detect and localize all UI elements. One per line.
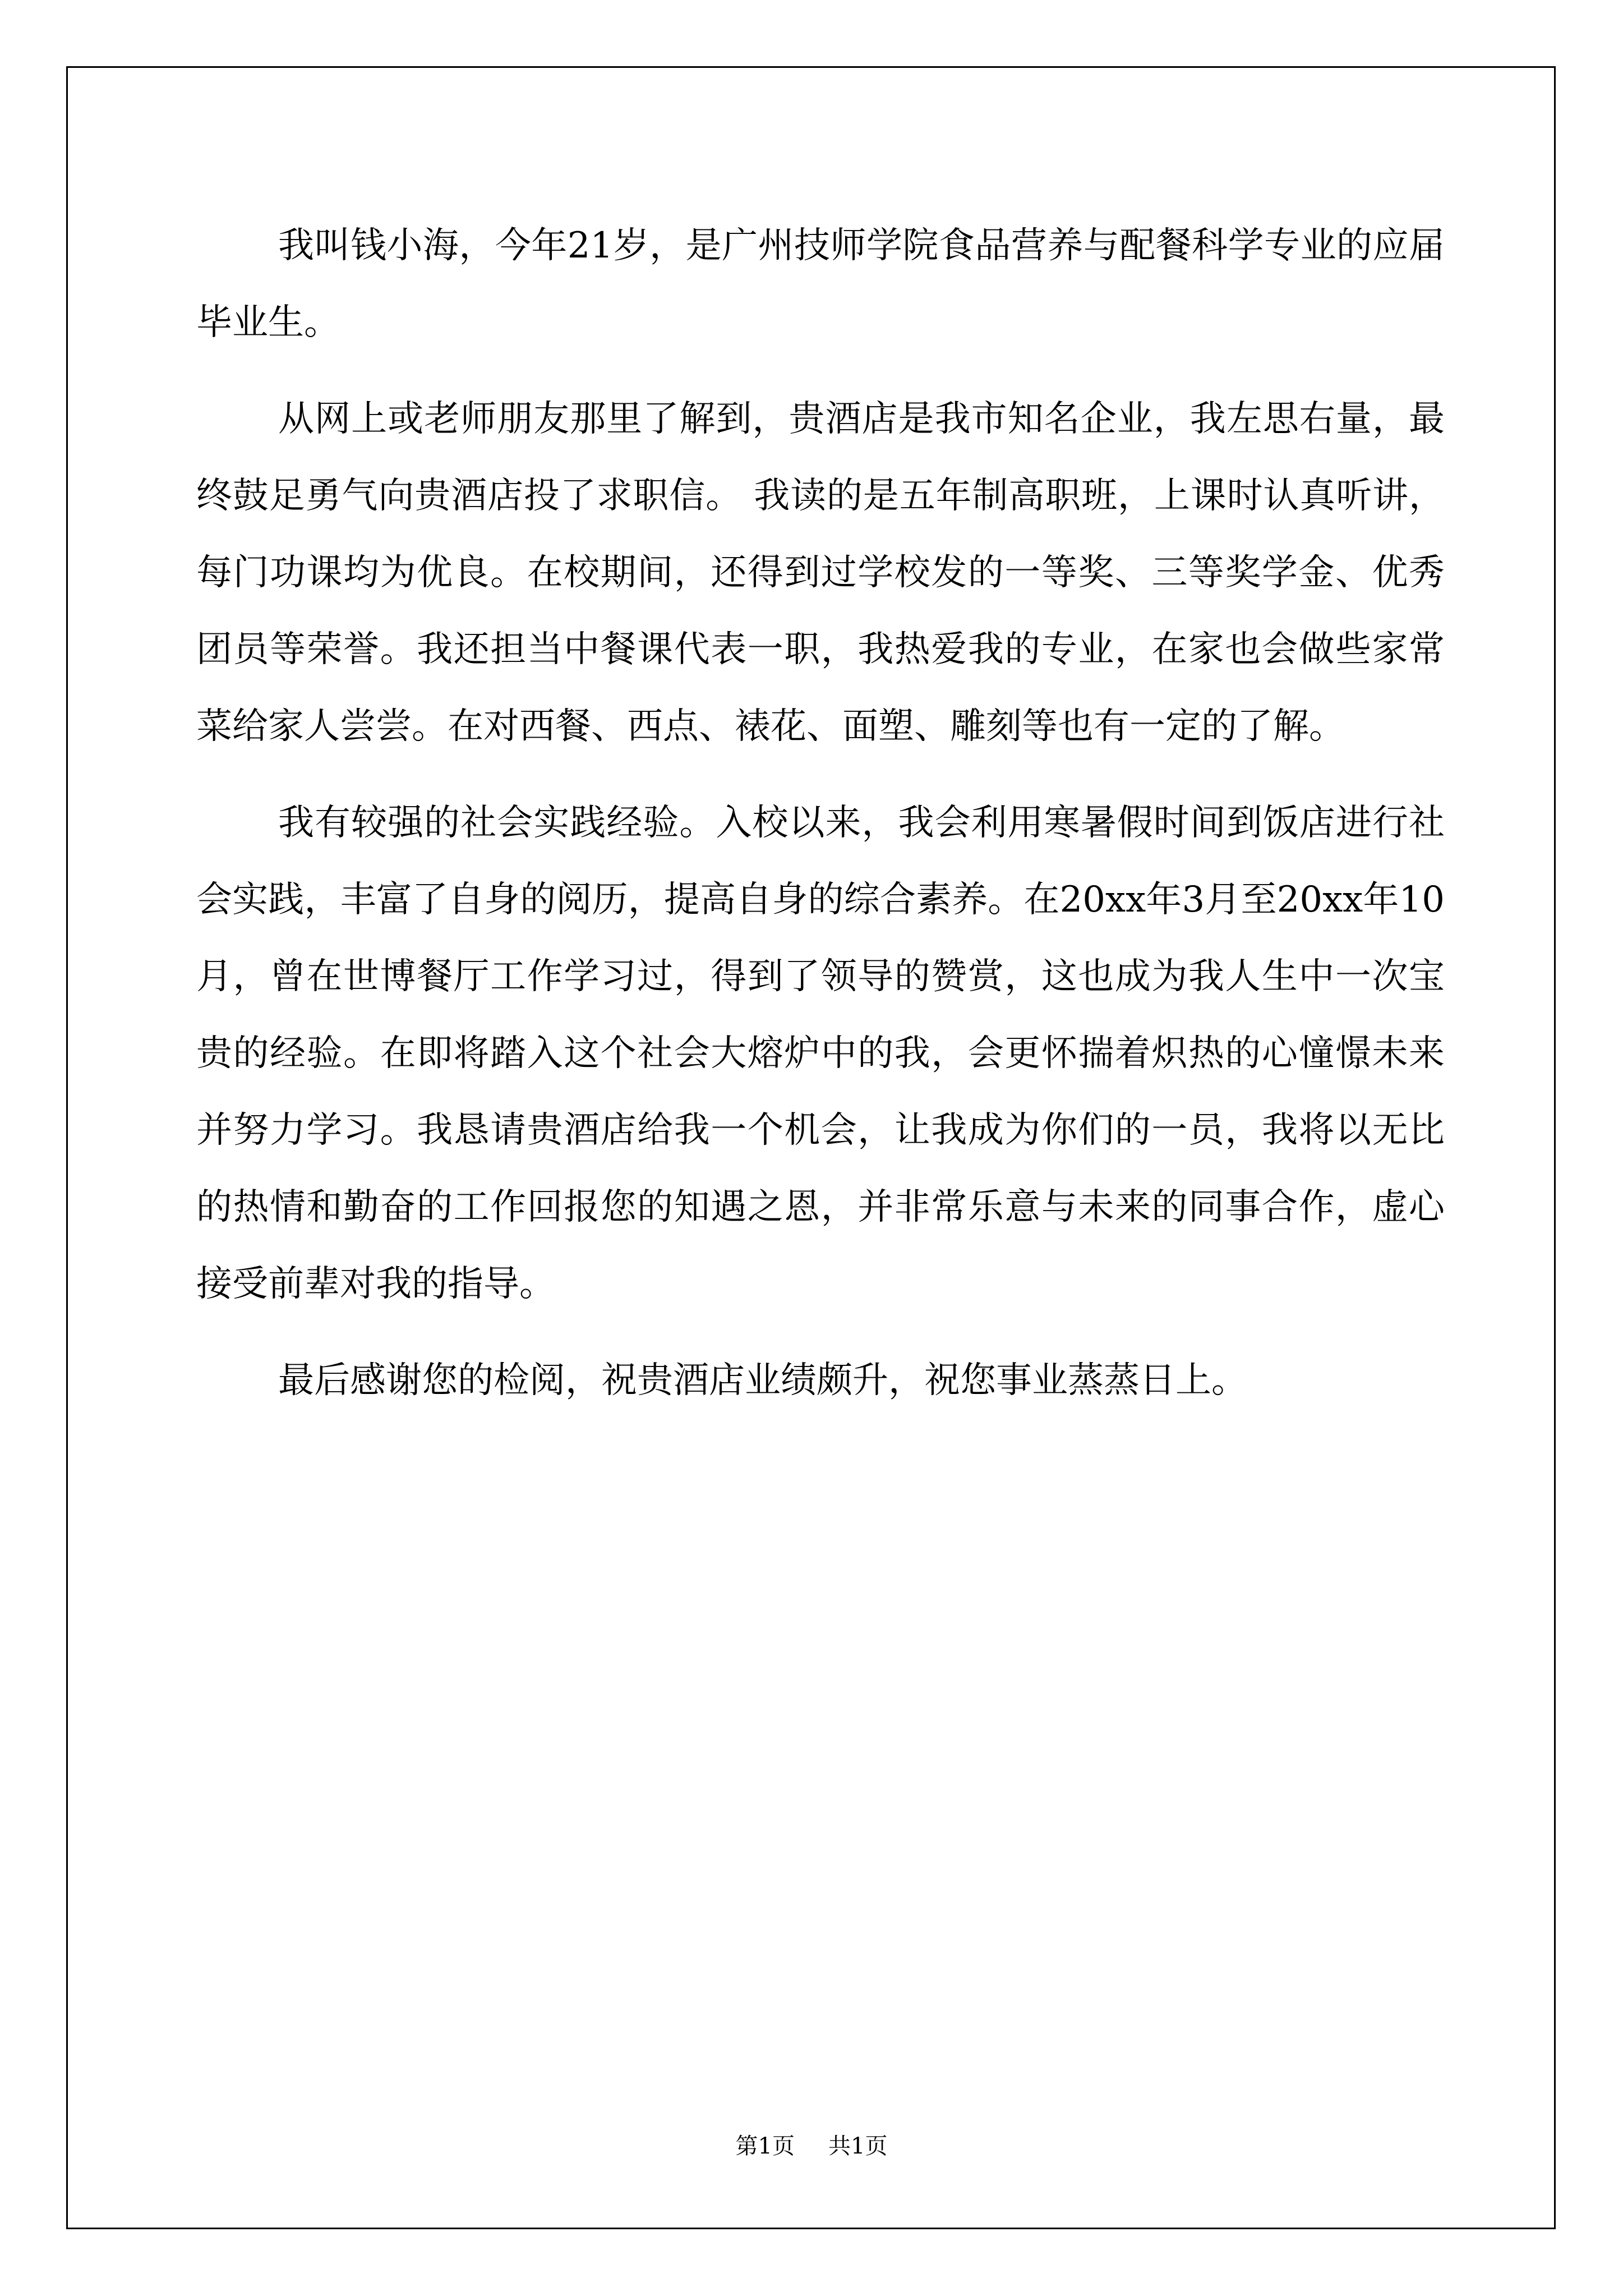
paragraph-closing: 最后感谢您的检阅，祝贵酒店业绩颇升，祝您事业蒸蒸日上。 — [278, 1360, 1247, 1401]
paragraph-intro: 我叫钱小海，今年21岁，是广州技师学院食品营养与配餐科学专业的应届毕业生。 — [196, 225, 1445, 343]
page-total: 共1页 — [828, 2133, 888, 2159]
paragraph-experience: 我有较强的社会实践经验。入校以来，我会利用寒暑假时间到饭店进行社会实践，丰富了自身的阅历，提高自身的综合素养。在20xx年3月至20xx年10月，曾在世博餐厅工作学习过，得到了领导的赞赏，这也成为我人生中一次宝贵的经验。在即将踏入这个社会大熔炉中的我，会更怀揣着炽热的心憧憬未来并努力学习。我恳请贵酒店给我一个机会，让我成为你们的一员，我将以无比的热情和勤奋的工作回报您的知遇之恩，并非常乐意与未来的同事合作，虚心接受前辈对我的指导。 — [196, 802, 1445, 1305]
page-number: 第1页 — [735, 2133, 795, 2159]
page-footer — [0, 2128, 1623, 2160]
document-body — [196, 208, 1445, 1419]
paragraph-background: 从网上或老师朋友那里了解到，贵酒店是我市知名企业，我左思右量，最终鼓足勇气向贵酒店投了求职信。 我读的是五年制高职班，上课时认真听讲，每门功课均为优良。在校期间，还得到过学校发的一等奖、三等奖学金、优秀团员等荣誉。我还担当中餐课代表一职，我热爱我的专业，在家也会做些家常菜给家人尝尝。在对西餐、西点、裱花、面塑、雕刻等也有一定的了解。 — [196, 398, 1445, 747]
